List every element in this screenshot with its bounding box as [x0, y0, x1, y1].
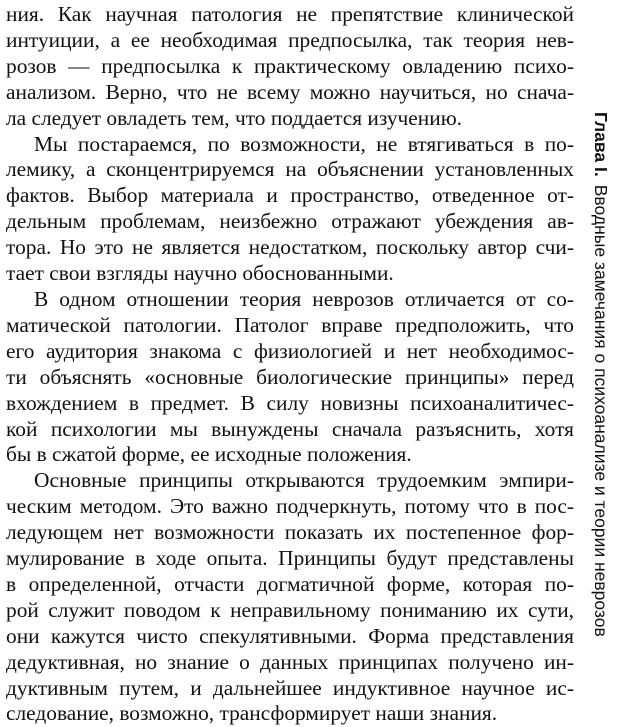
- text-line: мулирование в ходе опыта. Принципы будут представлены: [6, 546, 574, 571]
- text-line: рой служит поводом к неправильному пониманию их сути,: [6, 597, 574, 622]
- text-line: бы в сжатой форме, ее исходные положения.: [6, 442, 412, 467]
- text-line: матической патологии. Патолог вправе предположить, что: [6, 312, 574, 337]
- text-line: ния. Как научная патология не препятствие клинической: [6, 2, 574, 26]
- text-line: его аудитория знакома с физиологией и нет необходимос-: [6, 338, 574, 363]
- chapter-label: Глава I.: [591, 112, 611, 177]
- text-line: тает свои взгляды научно обоснованными.: [6, 261, 394, 286]
- text-line: кой психологии мы вынуждены сначала разъяснить, хотя: [6, 416, 574, 441]
- body-text: [6, 2, 574, 727]
- text-line: лемику, а сконцентрируемся на объяснении установленных: [6, 157, 574, 182]
- paragraph-first-line: В одном отношении теория неврозов отличается от со-: [34, 286, 574, 311]
- text-line: вхождением в предмет. В силу новизны психоаналитичес-: [6, 390, 574, 415]
- running-head-text: [586, 112, 616, 672]
- text-line: ческим методом. Это важно подчеркнуть, потому что в пос-: [6, 494, 574, 519]
- text-line: в определенной, отчасти догматичной форме, которая по-: [6, 571, 574, 596]
- text-line: тора. Но это не является недостатком, поскольку автор счи-: [6, 235, 574, 260]
- text-line: они кажутся чисто спекулятивными. Форма представления: [6, 623, 574, 648]
- text-line: ти объяснять «основные биологические принципы» перед: [6, 364, 574, 389]
- paragraph-first-line: Основные принципы открываются трудоемким эмпири-: [34, 468, 574, 493]
- text-line: ла следует овладеть тем, что поддается изучению.: [6, 105, 463, 130]
- running-head: [586, 112, 616, 672]
- text-line: анализом. Верно, что не всему можно научиться, но снача-: [6, 79, 574, 104]
- text-line: интуиции, а ее необходимая предпосылка, так теория нев-: [6, 27, 574, 52]
- chapter-title: Вводные замечания о психоанализе и теории неврозов: [591, 184, 611, 637]
- text-line: дельным проблемам, неизбежно отражают убеждения ав-: [6, 209, 574, 234]
- text-line: ледующем нет возможности показать их постепенное фор-: [6, 520, 574, 545]
- text-line: дедуктивная, но знание о данных принципах получено ин-: [6, 649, 574, 674]
- text-line: дуктивным путем, и дальнейшее индуктивное научное ис-: [6, 675, 574, 700]
- text-line: розов — предпосылка к практическому овладению психо-: [6, 53, 574, 78]
- text-line: фактов. Выбор материала и пространство, отведенное от-: [6, 183, 574, 208]
- paragraph-first-line: Мы постараемся, по возможности, не втягиваться в по-: [34, 131, 574, 156]
- text-line: следование, возможно, трансформирует наши знания.: [6, 701, 498, 726]
